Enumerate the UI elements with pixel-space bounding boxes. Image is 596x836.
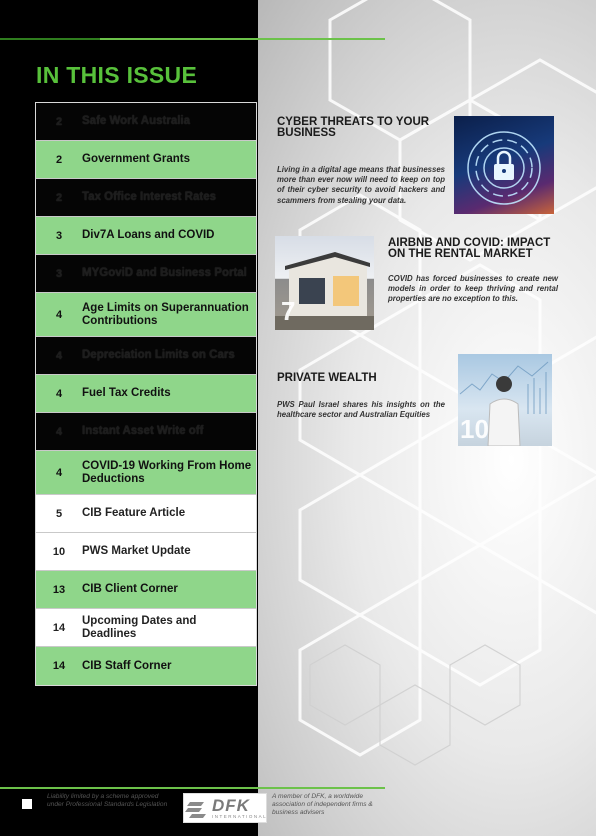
toc-entry-title: Upcoming Dates and Deadlines: [82, 615, 197, 640]
toc-row[interactable]: [36, 533, 256, 571]
article-pws-title: PRIVATE WEALTH: [277, 372, 377, 384]
toc-entry-title: Instant Asset Write off: [82, 425, 204, 438]
toc-page-number: 3: [55, 267, 63, 280]
toc-row[interactable]: [36, 413, 256, 451]
article-airbnb[interactable]: [388, 238, 558, 305]
toc-page-number: 2: [55, 191, 63, 204]
airbnb-thumbnail: [275, 236, 374, 330]
toc-entry-title: Tax Office Interest Rates: [82, 191, 217, 204]
toc-entry-title: CIB Staff Corner: [82, 659, 172, 672]
padlock-icon: [454, 116, 554, 214]
pws-thumbnail: [458, 354, 552, 446]
toc-entry-title: Fuel Tax Credits: [82, 387, 171, 400]
toc-row[interactable]: [36, 255, 256, 293]
pws-page-number: 10: [460, 414, 489, 444]
toc-row[interactable]: [36, 647, 256, 685]
toc-entry-title: PWS Market Update: [82, 545, 191, 558]
toc-page-number: 4: [55, 466, 63, 479]
footer-liability-text: Liability limited by a scheme approved under Professional Standards Legislation: [47, 793, 168, 808]
toc-entry-title: Government Grants: [82, 153, 190, 166]
toc-row[interactable]: [36, 293, 256, 337]
toc-row[interactable]: [36, 179, 256, 217]
toc-page-number: 4: [55, 387, 63, 400]
toc-row[interactable]: [36, 217, 256, 255]
page-title: IN THIS ISSUE: [36, 62, 198, 88]
cyber-thumbnail: [454, 116, 554, 214]
toc-page-number: 4: [55, 425, 63, 438]
toc-page-number: 14: [52, 660, 66, 672]
table-of-contents: [35, 102, 257, 686]
toc-entry-title: MYGoviD and Business Portal: [82, 267, 247, 280]
toc-row[interactable]: [36, 375, 256, 413]
article-airbnb-desc: COVID has forced businesses to create new models in order to keep thriving and rental properties are no exception to this.: [388, 274, 558, 304]
toc-page-number: 10: [52, 545, 66, 558]
article-pws-desc: PWS Paul Israel shares his insights on the healthcare sector and Australian Equities: [277, 400, 445, 420]
top-rule-accent: [0, 38, 100, 40]
toc-row[interactable]: [36, 103, 256, 141]
toc-entry-title: Div7A Loans and COVID: [82, 229, 215, 242]
dfk-logo-text: DFK: [212, 796, 250, 815]
toc-page-number: 2: [55, 153, 63, 166]
toc-entry-title: COVID-19 Working From Home Deductions: [82, 460, 252, 485]
toc-page-number: 4: [55, 349, 63, 362]
toc-entry-title: Depreciation Limits on Cars: [82, 349, 235, 362]
toc-entry-title: CIB Client Corner: [82, 583, 178, 596]
footer-rule: [0, 787, 385, 789]
toc-entry-title: Safe Work Australia: [82, 115, 191, 128]
toc-entry-title: CIB Feature Article: [82, 507, 186, 520]
article-cyber-desc: Living in a digital age means that businesses more than ever now will need to keep on top of their cyber security to avoid hackers and scammers from stealing your data.: [277, 165, 445, 205]
toc-row[interactable]: [36, 571, 256, 609]
page-marker: [22, 799, 32, 809]
article-cyber[interactable]: [277, 117, 445, 206]
dfk-logo-sub: INTERNATIONAL: [212, 814, 268, 819]
airbnb-page-number: 7: [281, 296, 296, 326]
toc-row[interactable]: [36, 337, 256, 375]
toc-row[interactable]: [36, 495, 256, 533]
toc-page-number: 14: [52, 621, 66, 634]
toc-page-number: 5: [55, 507, 63, 520]
toc-row[interactable]: [36, 451, 256, 495]
footer-member-text: A member of DFK, a worldwide association of independent firms & business advisers: [272, 793, 373, 816]
toc-entry-title: Age Limits on Superannuation Contributions: [82, 302, 249, 327]
toc-page-number: 13: [52, 583, 66, 596]
dfk-logo: [183, 793, 267, 823]
toc-row[interactable]: [36, 609, 256, 647]
toc-page-number: 3: [55, 229, 63, 242]
article-airbnb-title: AIRBNB AND COVID: IMPACT ON THE RENTAL MARKET: [388, 237, 551, 260]
article-pws[interactable]: [277, 373, 445, 420]
toc-page-number: 2: [55, 115, 63, 128]
toc-page-number: 4: [55, 308, 63, 321]
article-cyber-title: CYBER THREATS TO YOUR BUSINESS: [277, 116, 430, 139]
toc-row[interactable]: [36, 141, 256, 179]
